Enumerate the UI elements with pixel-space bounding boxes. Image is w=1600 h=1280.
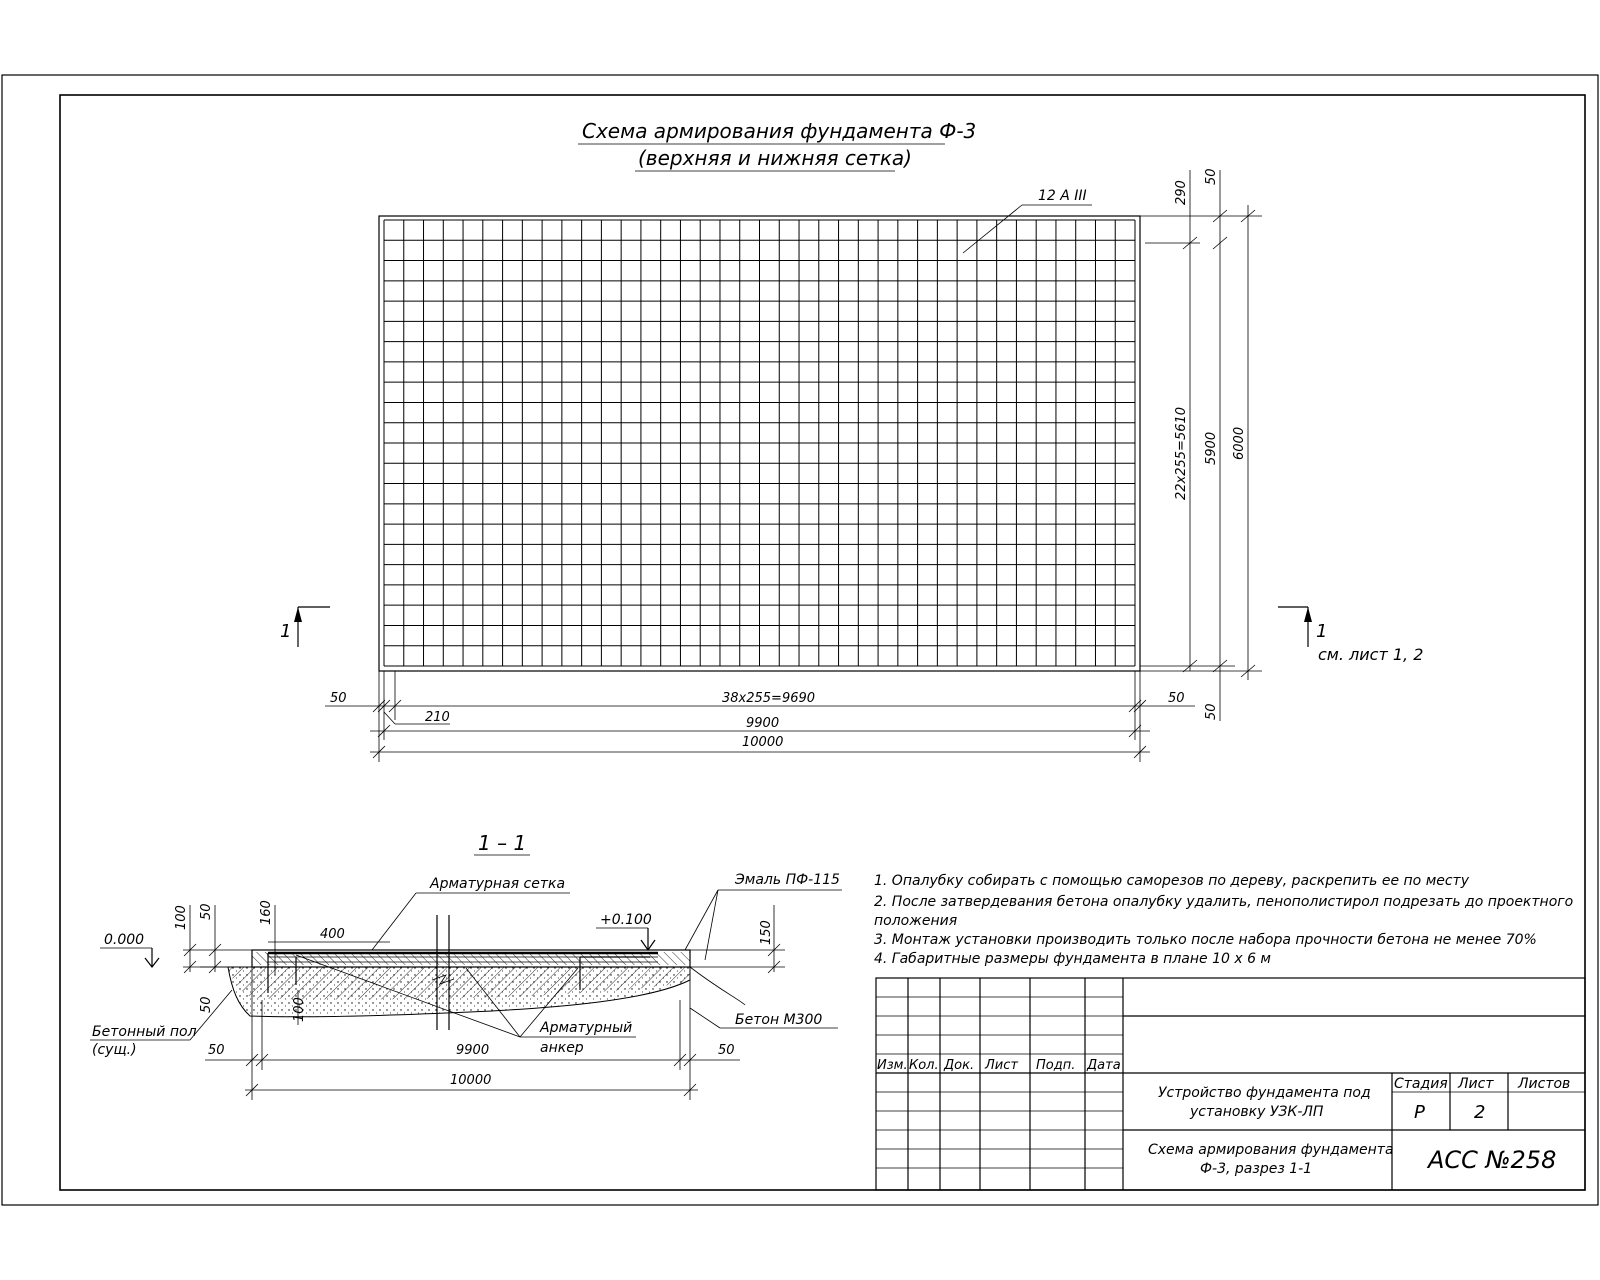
anchor-label-1: Арматурный — [540, 1020, 633, 1036]
note-2-cont: положения — [874, 913, 958, 929]
tb-col-kol: Кол. — [909, 1058, 939, 1073]
floor-label-2: (сущ.) — [92, 1042, 137, 1058]
bot-dim-10000: 10000 — [450, 1073, 492, 1088]
title-line-2: (верхняя и нижняя сетка) — [638, 146, 912, 170]
reinforcement-plan — [280, 168, 1423, 762]
dim-6000: 6000 — [1232, 426, 1247, 460]
dim-50-bottom: 50 — [1204, 703, 1219, 720]
tb-drawing-2: Ф-3, разрез 1-1 — [1200, 1161, 1313, 1177]
tb-drawing-1: Схема армирования фундамента — [1148, 1142, 1394, 1158]
bot-dim-9900: 9900 — [456, 1043, 490, 1058]
dim-100-left: 100 — [174, 905, 189, 930]
dim-160: 160 — [259, 900, 274, 925]
anchor-label-2: анкер — [540, 1040, 584, 1056]
tb-col-dok: Док. — [944, 1058, 975, 1073]
inner-frame — [60, 95, 1585, 1190]
section-marker-right — [1278, 607, 1423, 664]
level-plus: +0.100 — [600, 912, 652, 928]
tb-object-2: установку УЗК-ЛП — [1190, 1104, 1324, 1120]
general-notes — [874, 873, 1573, 967]
bot-dim-50-left: 50 — [208, 1043, 225, 1058]
bot-dim-50-right: 50 — [718, 1043, 735, 1058]
rebar-label: 12 А III — [1038, 188, 1087, 204]
dim-5610: 22x255=5610 — [1174, 406, 1189, 500]
dim-9690: 38x255=9690 — [722, 691, 816, 706]
mesh-label: Арматурная сетка — [430, 876, 566, 892]
dim-100-bottom: 100 — [292, 997, 307, 1022]
drawing-title — [578, 119, 976, 171]
tb-object-1: Устройство фундамента под — [1158, 1085, 1371, 1101]
rebar-mesh — [384, 220, 1135, 666]
dim-50-left-top: 50 — [199, 903, 214, 920]
tb-sheet: 2 — [1474, 1102, 1486, 1123]
note-2: 2. После затвердевания бетона опалубку удалить, пенополистирол подрезать до проектного — [874, 894, 1574, 910]
tb-stage-header: Стадия — [1394, 1076, 1448, 1092]
title-line-1: Схема армирования фундамента Ф-3 — [582, 119, 977, 143]
dim-5900: 5900 — [1204, 431, 1219, 465]
dim-210: 210 — [425, 710, 450, 725]
tb-col-data: Дата — [1087, 1058, 1121, 1073]
dim-9900: 9900 — [746, 716, 780, 731]
tb-col-podp: Подп. — [1036, 1058, 1076, 1073]
note-1: 1. Опалубку собирать с помощью саморезов по дереву, раскрепить ее по месту — [874, 873, 1469, 889]
floor-label-1: Бетонный пол — [92, 1024, 197, 1040]
tb-col-izm: Изм. — [877, 1058, 908, 1073]
tb-stage: Р — [1414, 1102, 1425, 1123]
section-1-1 — [90, 831, 842, 1100]
section-marker-left — [280, 607, 330, 647]
tb-sheets-header: Листов — [1518, 1076, 1571, 1092]
concrete-label: Бетон М300 — [735, 1012, 823, 1028]
outer-frame — [2, 75, 1598, 1205]
tb-sheet-header: Лист — [1458, 1076, 1494, 1092]
dim-50-left-bottom: 50 — [199, 996, 214, 1013]
tb-code: АСС №258 — [1428, 1146, 1557, 1174]
tb-col-list: Лист — [985, 1058, 1018, 1073]
title-block — [876, 978, 1585, 1190]
dim-150: 150 — [759, 920, 774, 945]
dim-400: 400 — [320, 927, 345, 942]
see-sheet-note: см. лист 1, 2 — [1318, 645, 1424, 664]
note-4: 4. Габаритные размеры фундамента в плане 10 х 6 м — [874, 951, 1271, 967]
dim-50-right: 50 — [1168, 691, 1185, 706]
section-title: 1 – 1 — [478, 831, 527, 855]
dim-290: 290 — [1174, 180, 1189, 205]
section-mark-left: 1 — [280, 621, 292, 642]
dim-50-left: 50 — [330, 691, 347, 706]
level-zero: 0.000 — [104, 932, 145, 948]
enamel-label: Эмаль ПФ-115 — [735, 872, 840, 888]
note-3: 3. Монтаж установки производить только после набора прочности бетона не менее 70% — [874, 932, 1537, 948]
dim-10000: 10000 — [742, 735, 784, 750]
dim-50-top: 50 — [1204, 168, 1219, 185]
section-mark-right: 1 — [1316, 621, 1328, 642]
